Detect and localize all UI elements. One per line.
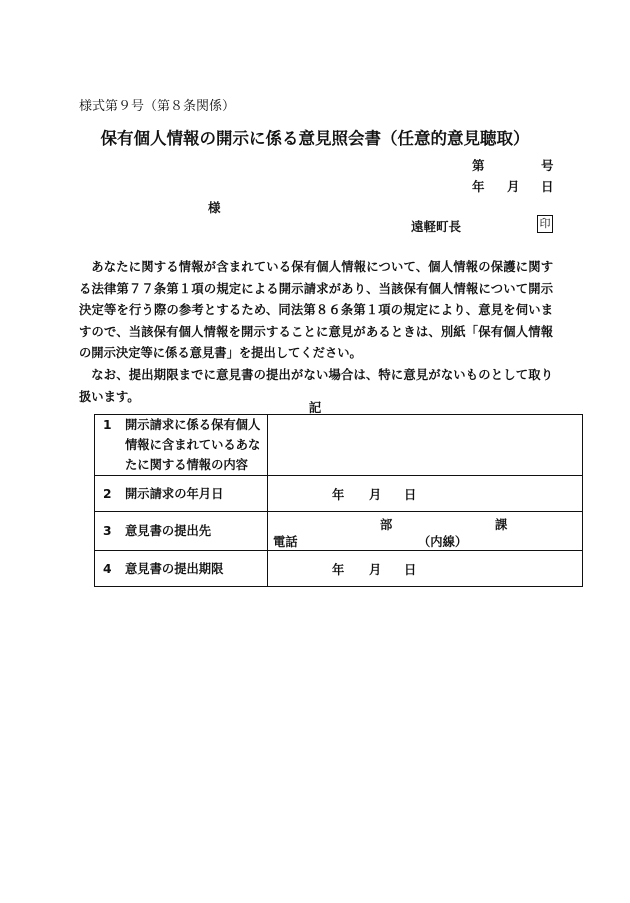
row-label-text: 意見書の提出期限 xyxy=(125,561,224,576)
row-value xyxy=(268,476,583,512)
row-label xyxy=(95,551,268,587)
number-prefix: 第 xyxy=(472,158,485,173)
row-label xyxy=(95,476,268,512)
items-table xyxy=(94,414,583,587)
table-row xyxy=(95,551,583,587)
phone-label: 電話 xyxy=(273,535,298,549)
table-row xyxy=(95,512,583,551)
row-number: 3 xyxy=(103,524,112,538)
addressee-honorific: 様 xyxy=(208,200,221,215)
number-suffix: 号 xyxy=(541,158,554,173)
date-day: 日 xyxy=(404,562,417,577)
date-year: 年 xyxy=(332,562,345,577)
row-label xyxy=(95,415,268,476)
sender-name: 遠軽町長 xyxy=(411,219,462,234)
extension-label: （内線） xyxy=(418,535,468,549)
body-text xyxy=(79,257,553,408)
seal-mark: 印 xyxy=(537,215,553,233)
row-value xyxy=(268,512,583,551)
row-number: 4 xyxy=(103,561,112,576)
document-title: 保有個人情報の開示に係る意見照会書（任意的意見聴取） xyxy=(100,129,530,148)
body-paragraph-2: なお、提出期限までに意見書の提出がない場合は、特に意見がないものとして取り扱います。 xyxy=(79,367,553,404)
date-day: 日 xyxy=(541,179,554,194)
row-label-text: 開示請求に係る保有個人情報に含まれているあなたに関する情報の内容 xyxy=(125,418,261,472)
row-value xyxy=(268,551,583,587)
table-row xyxy=(95,476,583,512)
row-value xyxy=(268,415,583,476)
date-year: 年 xyxy=(472,179,485,194)
form-number: 様式第９号（第８条関係） xyxy=(79,99,236,114)
date-year: 年 xyxy=(332,487,345,502)
section-label: 課 xyxy=(495,518,508,532)
body-paragraph-1: あなたに関する情報が含まれている保有個人情報について、個人情報の保護に関する法律第７７条第１項の規定による開示請求があり、当該保有個人情報について開示決定等を行う際の参考とするため、同法第８６条第１項の規定により、意見を伺いますので、当該保有個人情報を開示することに意見があるときは、別紙「保有個人情報の開示決定等に係る意見書」を提出してください。 xyxy=(79,260,553,361)
dept-label: 部 xyxy=(380,518,393,532)
date-month: 月 xyxy=(369,562,382,577)
date-month: 月 xyxy=(507,179,520,194)
row-label xyxy=(95,512,268,551)
date-month: 月 xyxy=(369,487,382,502)
table-row xyxy=(95,415,583,476)
row-number: 1 xyxy=(103,418,112,432)
row-label-text: 開示請求の年月日 xyxy=(125,486,224,501)
row-number: 2 xyxy=(103,486,112,501)
date-day: 日 xyxy=(404,487,417,502)
row-label-text: 意見書の提出先 xyxy=(125,524,212,538)
ki-heading: 記 xyxy=(308,400,322,415)
